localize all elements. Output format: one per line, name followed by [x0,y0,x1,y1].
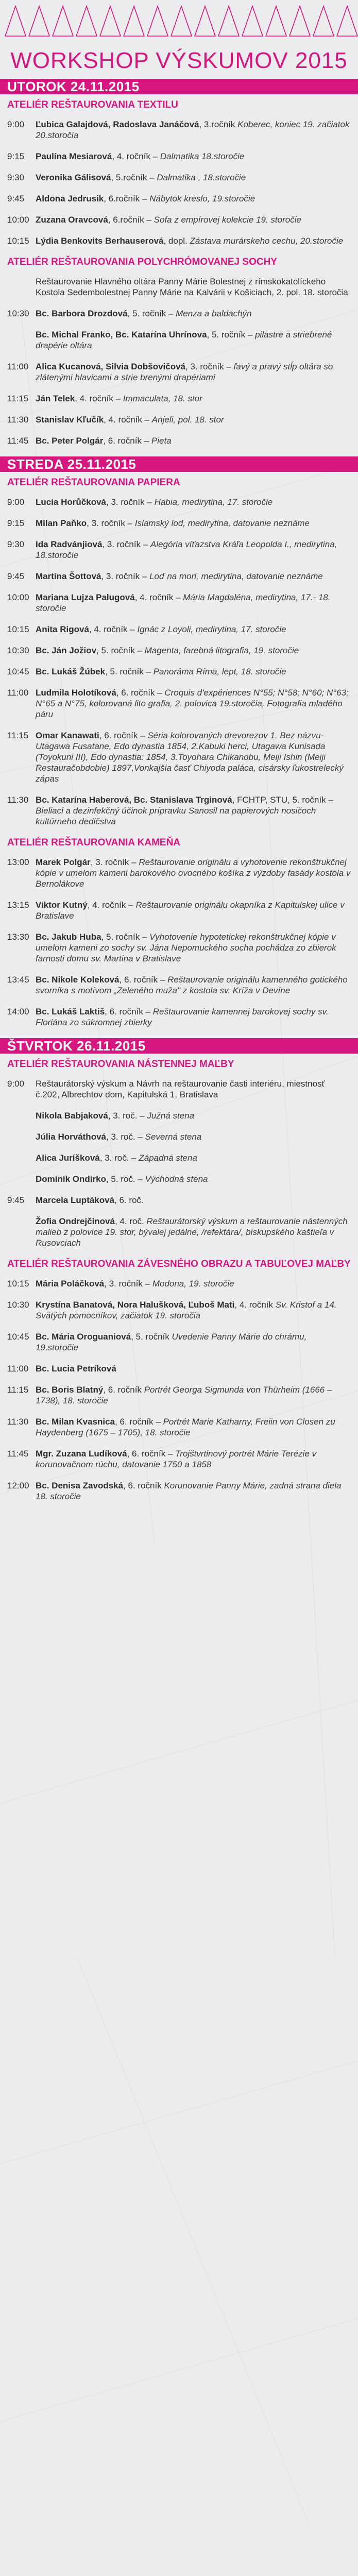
entry-body [36,645,351,656]
presenter-year: , 5.ročník – [111,173,155,182]
work-description: Islamský lod, medirytina, datovanie neznáme [134,518,310,528]
presenter-names: Bc. Boris Blatný [36,1385,104,1395]
schedule-entry [0,1278,358,1289]
entry-time: 11:30 [7,415,29,425]
header-triangle [5,6,26,36]
entry-time: 9:45 [7,571,25,581]
schedule-entry [0,361,358,383]
presenter-names: Lýdia Benkovits Berhauserová [36,236,164,246]
entry-time: 10:45 [7,1332,29,1342]
header-triangle [100,6,121,36]
work-description: Anjeli, pol. 18. stor [151,415,224,425]
schedule-entry [0,974,358,996]
day-header: UTOROK 24.11.2015 [0,79,358,94]
entry-body [36,1299,351,1321]
presenter-year: , 4. ročník – [112,151,158,161]
entry-time [7,1174,36,1184]
schedule-entry [0,857,358,889]
presenter-year: , 3. ročník – [106,497,152,507]
entry-body [36,592,351,614]
entry-time: 11:45 [7,1449,29,1459]
work-description: Alegória víťazstva Kráľa Leopolda I., medirytina, 18.storočie [36,539,337,560]
presenter-year: , 3. ročník – [101,571,147,581]
entry-body [36,931,351,964]
presenter-names: Bc. Mária Oroguaniová [36,1332,131,1342]
presenter-year: , 3. ročník – [185,362,231,371]
work-description: Trojštvrtinový portrét Márie Terézie v korunovačnom rúchu, datovanie 1750 a 1858 [36,1449,317,1469]
entry-body [36,193,351,204]
entry-time: 9:30 [7,539,25,549]
presenter-year: , 3. ročník – [102,539,148,549]
entry-time: 9:30 [7,173,25,182]
day-header: ŠTVRTOK 26.11.2015 [0,1038,358,1054]
work-description: Menza a baldachýn [176,309,252,318]
entry-time [7,276,36,298]
work-description: Ignác z Loyoli, medirytina, 17. storočie [137,624,286,634]
work-description: Uvedenie Panny Márie do chrámu, 19.storočie [36,1332,307,1352]
presenter-year: , 4. ročník – [104,415,150,425]
header-triangle [337,6,357,36]
schedule-entry [0,1480,358,1502]
entry-time: 13:15 [7,900,29,910]
schedule-entry [0,1131,358,1142]
entry-body [36,308,351,319]
presenter-year: , 6. ročník – [116,688,162,698]
schedule-entry [0,393,358,404]
presenter-names: Bc. Milan Kvasnica [36,1417,115,1427]
presenter-names: Bc. Peter Polgár [36,436,104,446]
presenter-year: , 6. ročník – [105,1007,150,1016]
entry-time: 10:00 [7,215,29,225]
presenter-names: Bc. Katarína Haberová, Bc. Stanislava Trginová [36,795,232,805]
presenter-year: , 4. ročník – [89,624,135,634]
presenter-names: Bc. Nikole Koleková [36,975,120,985]
work-description: Immaculata, 18. stor [123,394,202,403]
work-description: Portrét Georga Sigmunda von Thürheim (1666 – 1738), 18. storočie [36,1385,332,1405]
presenter-year: , 4. ročník – [134,592,181,602]
entry-body [36,1110,351,1121]
entry-body [36,1131,351,1142]
schedule-entry [0,666,358,677]
header-triangle [147,6,168,36]
schedule-entry [0,1174,358,1184]
work-description: pilastre a striebrené drapérie oltára [36,330,332,350]
presenter-year: , 5. ročník – [127,309,174,318]
presenter-names: Marcela Luptáková [36,1195,115,1205]
presenter-names: Nikola Babjaková [36,1111,108,1121]
presenter-names: Ján Telek [36,394,75,403]
schedule-entry [0,235,358,246]
header-triangle [313,6,334,36]
presenter-year: , 6. roč. [114,1195,144,1205]
schedule-entry [0,119,358,141]
work-description: Reštaurovanie originálu kamenného gotického svorníka s motívom „Zeleného muža" z kostola sv. Kríža v Devíne [36,975,348,995]
entry-body [36,1363,351,1374]
entry-time [7,329,36,351]
presenter-year: , 6. ročník – [127,1449,173,1459]
schedule-entry [0,645,358,656]
entry-body [36,1195,351,1206]
entry-time: 13:00 [7,857,29,867]
schedule-entry [0,1299,358,1321]
work-description: Pieta [151,436,172,446]
entry-time: 10:15 [7,624,29,634]
schedule-entry [0,1216,358,1248]
presenter-names: Ida Radvánjiová [36,539,103,549]
work-description: Sofa z empírovej kolekcie 19. storočie [154,215,301,225]
schedule-entry [0,794,358,827]
entry-body [36,1216,351,1248]
presenter-year: Reštaurovanie Hlavného oltára Panny Márie Bolestnej z rímskokatolíckeho Kostola Sedembolestnej Panny Márie na Kalvárii v Košiciach, 2. pol. 18. storočia [36,277,348,297]
header-triangle [218,6,239,36]
entry-body [36,900,351,921]
presenter-names: Omar Kanawati [36,731,99,740]
schedule-entry [0,1006,358,1028]
entry-time: 9:45 [7,194,25,204]
header-triangle [289,6,310,36]
schedule-entry [0,1416,358,1438]
presenter-year: , 4. roč. [114,1216,144,1226]
entry-body [36,730,351,784]
header-triangle [29,6,49,36]
entry-body [36,361,351,383]
entry-time: 10:15 [7,1279,29,1289]
work-description: Reštaurátorský výskum a reštaurovanie nástenných malieb z polovice 19. stor, bývalej jedálne, /refektára/, biskupského kaštieľa v Rusovciach [36,1216,348,1248]
presenter-year: , 3. roč. – [106,1132,143,1142]
presenter-names: Bc. Jakub Huba [36,932,101,942]
entry-time: 11:00 [7,362,29,371]
entry-time: 11:15 [7,731,29,740]
entry-time: 11:30 [7,1417,29,1427]
presenter-names: Veronika Gálisová [36,173,111,182]
presenter-names: Ľubica Galajdová, Radoslava Janáčová [36,120,199,129]
presenter-names: Bc. Denisa Zavodská [36,1481,124,1490]
schedule-entry [0,308,358,319]
header-triangles [0,0,358,40]
work-description: ľavý a pravý stĺp oltára so zlátenými hlavicami a strie brenými drapériami [36,362,333,382]
work-description: Portrét Marie Katharny, Freiin von Closen zu Haydenberg (1675 – 1705), 18. storočie [36,1417,335,1437]
entry-time: 11:45 [7,436,29,446]
presenter-year: , 6.ročník – [108,215,151,225]
work-description: Korunovanie Panny Márie, zadná strana diela 18. storočie [36,1481,342,1501]
schedule-entry [0,687,358,720]
work-description: Koberec, koniec 19. začiatok 20.storočia [36,120,350,140]
work-description: Reštaurovanie originálu a vyhotovenie rekonštrukčnej kópie v umelom kameni barokového ovocného košíka z výzdoby fasády kostola v Bernolákove [36,857,351,889]
schedule-entry [0,1195,358,1206]
presenter-year: , FCHTP, STU, 5. ročník – [232,795,333,805]
entry-time: 9:00 [7,120,25,129]
work-description: Vyhotovenie hypotetickej rekonštrukčnej kópie v umelom kameni zo sochy sv. Jána Nepomuckého socha pochádza zo zbierok farnosti domu sv. Martina v Bratislave [36,932,336,963]
work-description: Nábytok kreslo, 19.storočie [149,194,255,204]
schedule-entry [0,329,358,351]
presenter-year: , 6. ročník – [115,1417,161,1427]
entry-body [36,539,351,561]
entry-body [36,119,351,141]
entry-body [36,1006,351,1028]
schedule-entry [0,151,358,162]
presenter-year: , 5. ročník [131,1332,169,1342]
entry-body [36,1480,351,1502]
presenter-names: Stanislav Kľučík [36,415,104,425]
presenter-year: , 4. ročník – [87,900,133,910]
presenter-year: , 5. ročník – [105,667,151,676]
work-description: Západná stena [139,1153,197,1163]
work-description: Panoráma Ríma, lept, 18. storočie [153,667,286,676]
work-description: Reštaurovanie originálu okapníka z Kapitulskej ulice v Bratislave [36,900,345,921]
presenter-names: Dominik Ondirko [36,1174,106,1184]
entry-time [7,1131,36,1142]
entry-body [36,1331,351,1353]
work-description: Východná stena [145,1174,208,1184]
schedule-entry [0,539,358,561]
atelier-heading: ATELIÉR REŠTAUROVANIA TEXTILU [7,99,178,110]
schedule-entry [0,624,358,635]
header-triangle [53,6,73,36]
entry-time: 9:15 [7,518,25,528]
entry-body [36,329,351,351]
presenter-names: Mgr. Zuzana Ludíková [36,1449,127,1459]
entry-time [7,1153,36,1163]
entry-body [36,857,351,889]
entry-time: 12:00 [7,1481,29,1490]
work-description: Sv. Kristof a 14. Svätých pomocníkov, začiatok 19. storočia [36,1300,337,1320]
presenter-year: , 3. ročník – [87,518,133,528]
presenter-year: , 6. ročník – [103,436,149,446]
day-header: STREDA 25.11.2015 [0,456,358,472]
schedule-entry [0,414,358,425]
presenter-names: Bc. Ján Jožiov [36,646,97,655]
work-description: Loď na mori, medirytina, datovanie neznáme [149,571,323,581]
work-description: Modona, 19. storočie [152,1279,234,1289]
entry-time: 10:30 [7,1300,29,1310]
entry-time: 10:30 [7,646,29,655]
entry-body [36,571,351,582]
entry-body [36,794,351,827]
presenter-names: Ludmila Holotíková [36,688,116,698]
schedule-entry [0,172,358,183]
entry-body [36,687,351,720]
header-triangle [76,6,97,36]
presenter-names: Milan Paňko [36,518,87,528]
entry-time: 11:00 [7,688,29,698]
presenter-names: Krystína Banatová, Nora Halušková, Ľuboš Mati [36,1300,235,1310]
entry-time: 11:15 [7,1385,29,1395]
atelier-heading: ATELIÉR REŠTAUROVANIA NÁSTENNEJ MAĽBY [7,1059,234,1070]
presenter-names: Bc. Lukáš Laktiš [36,1007,105,1016]
entry-time: 13:45 [7,975,29,985]
work-description: Južná stena [147,1111,195,1121]
presenter-year: , 4. ročník – [75,394,121,403]
work-description: Dalmatika , 18.storočie [157,173,246,182]
presenter-names: Bc. Lucia Petríková [36,1364,116,1374]
presenter-names: Bc. Barbora Drozdová [36,309,128,318]
atelier-heading: ATELIÉR REŠTAUROVANIA PAPIERA [7,477,180,488]
presenter-names: Martina Šottová [36,571,101,581]
entry-time: 14:00 [7,1007,29,1016]
entry-body [36,1416,351,1438]
entry-body [36,1384,351,1406]
entry-body [36,974,351,996]
entry-time: 10:45 [7,667,29,676]
entry-time: 11:15 [7,394,29,403]
schedule-entry [0,214,358,225]
presenter-year: , 3. roč. – [99,1153,137,1163]
schedule-entry [0,1363,358,1374]
footer [0,2566,358,2576]
header-triangle [195,6,215,36]
entry-body [36,1174,351,1184]
entry-body [36,1448,351,1470]
presenter-names: Viktor Kutný [36,900,88,910]
entry-time: 13:30 [7,932,29,942]
entry-body [36,414,351,425]
presenter-names: Alica Juríšková [36,1153,100,1163]
work-description: Zástava murárskeho cechu, 20.storočie [190,236,344,246]
schedule-entry [0,931,358,964]
schedule-entry [0,276,358,298]
work-description: Magenta, farebná litografia, 19. storočie [144,646,299,655]
presenter-names: Žofia Ondrejčinová [36,1216,115,1226]
schedule-entry [0,1078,358,1100]
work-description: Bieliaci a dezinfekčný účinok prípravku Sanosil na papierových nosičoch kultúrneho dedičstva [36,806,316,826]
work-description: Mária Magdaléna, medirytina, 17.- 18. storočie [36,592,331,613]
entry-body [36,214,351,225]
presenter-year: , 3. ročník – [90,857,137,867]
entry-body [36,497,351,507]
work-description: Severná stena [145,1132,202,1142]
presenter-names: Bc. Michal Franko, Bc. Katarína Uhrínova [36,330,207,340]
schedule-entry [0,1384,358,1406]
schedule-entry [0,193,358,204]
entry-body [36,151,351,162]
schedule-entry [0,497,358,507]
work-description: Reštaurovanie kamennej barokovej sochy sv. Floriána zo súkromnej zbierky [36,1007,329,1027]
presenter-year: , 6. ročník – [119,975,165,985]
schedule-entry [0,592,358,614]
entry-body [36,276,351,298]
work-description: Croquis d'expériences N°55; N°58; N°60; N°63; N°65 a N°75, kolorovaná lito grafia, 2. polovica 19.storočia, Fotografia mladého páru [36,688,349,719]
presenter-year: , 5. ročník – [96,646,142,655]
presenter-names: Mariana Lujza Palugová [36,592,135,602]
presenter-year: , 6. ročník [103,1385,142,1395]
entry-time: 9:00 [7,497,25,507]
presenter-year: Reštaurátorský výskum a Návrh na reštaurovanie časti interiéru, miestnosť č.202, Albrechtov dom, Kapitulská 1, Bratislava [36,1079,325,1099]
schedule-entry [0,571,358,582]
entry-time: 11:00 [7,1364,29,1374]
entry-body [36,393,351,404]
header-triangle [124,6,144,36]
work-description: Habia, medirytina, 17. storočie [154,497,273,507]
entry-time: 9:45 [7,1195,25,1205]
presenter-year: , 6.ročník – [104,194,147,204]
schedule-entry [0,1448,358,1470]
entry-body [36,1153,351,1163]
presenter-names: Aldona Jedrusik [36,194,104,204]
presenter-names: Paulína Mesiarová [36,151,112,161]
atelier-heading: ATELIÉR REŠTAUROVANIA KAMEŇA [7,837,181,848]
presenter-year: , 5. ročník – [207,330,253,340]
presenter-year: , 4. ročník [234,1300,274,1310]
header-triangle [171,6,192,36]
header-triangle [266,6,286,36]
entry-body [36,172,351,183]
presenter-names: Alica Kucanová, Silvia Dobšovičová [36,362,186,371]
presenter-names: Júlia Horváthová [36,1132,106,1142]
entry-body [36,1278,351,1289]
schedule [0,79,358,1502]
entry-time: 9:00 [7,1079,25,1089]
entry-time: 9:15 [7,151,25,161]
entry-body [36,624,351,635]
entry-time: 10:15 [7,236,29,246]
schedule-entry [0,1331,358,1353]
presenter-year: , 5. ročník – [101,932,147,942]
presenter-names: Marek Polgár [36,857,91,867]
entry-body [36,518,351,529]
header-triangle [242,6,263,36]
presenter-names: Mária Poláčková [36,1279,105,1289]
entry-body [36,435,351,446]
presenter-year: , 3.ročník [199,120,235,129]
presenter-names: Bc. Lukáš Žúbek [36,667,106,676]
presenter-names: Zuzana Oravcová [36,215,108,225]
schedule-entry [0,435,358,446]
entry-body [36,1078,351,1100]
entry-time: 10:30 [7,309,29,318]
entry-time [7,1216,36,1248]
presenter-year: , 6. ročník – [99,731,145,740]
work-description: Séria kolorovaných drevorezov 1. Bez názvu-Utagawa Fusatane, Edo dynastia 1854, 2.Kabuki herci, Utagawa Kunisada (Toyokuni III), Edo dynastia: 1854, 3.Toyohara Chikanobu, Meiji Ishin (Meiji Restauračobdobie) 1897,Vonkajšia časť Chiyoda paláca, cisársky ľukostrelecký zápas [36,731,344,784]
schedule-entry [0,730,358,784]
entry-body [36,235,351,246]
atelier-heading: ATELIÉR REŠTAUROVANIA ZÁVESNÉHO OBRAZU A TABUĽOVEJ MAĽBY [7,1259,351,1269]
entry-time [7,1110,36,1121]
page-title: WORKSHOP VÝSKUMOV 2015 [10,48,348,73]
presenter-names: Lucia Horůčková [36,497,106,507]
schedule-entry [0,900,358,921]
entry-time: 10:00 [7,592,29,602]
presenter-names: Anita Rigová [36,624,89,634]
presenter-year: , 3. ročník – [104,1279,150,1289]
schedule-entry [0,1110,358,1121]
work-description: Dalmatika 18.storočie [160,151,245,161]
schedule-entry [0,518,358,529]
schedule-entry [0,1153,358,1163]
presenter-year: , 6. ročník [123,1481,162,1490]
presenter-year: , dopl. [163,236,187,246]
presenter-year: , 5. roč. – [106,1174,143,1184]
presenter-year: , 3. roč. – [108,1111,145,1121]
entry-time: 11:30 [7,795,29,805]
atelier-heading: ATELIÉR REŠTAUROVANIA POLYCHRÓMOVANEJ SOCHY [7,257,277,267]
entry-body [36,666,351,677]
